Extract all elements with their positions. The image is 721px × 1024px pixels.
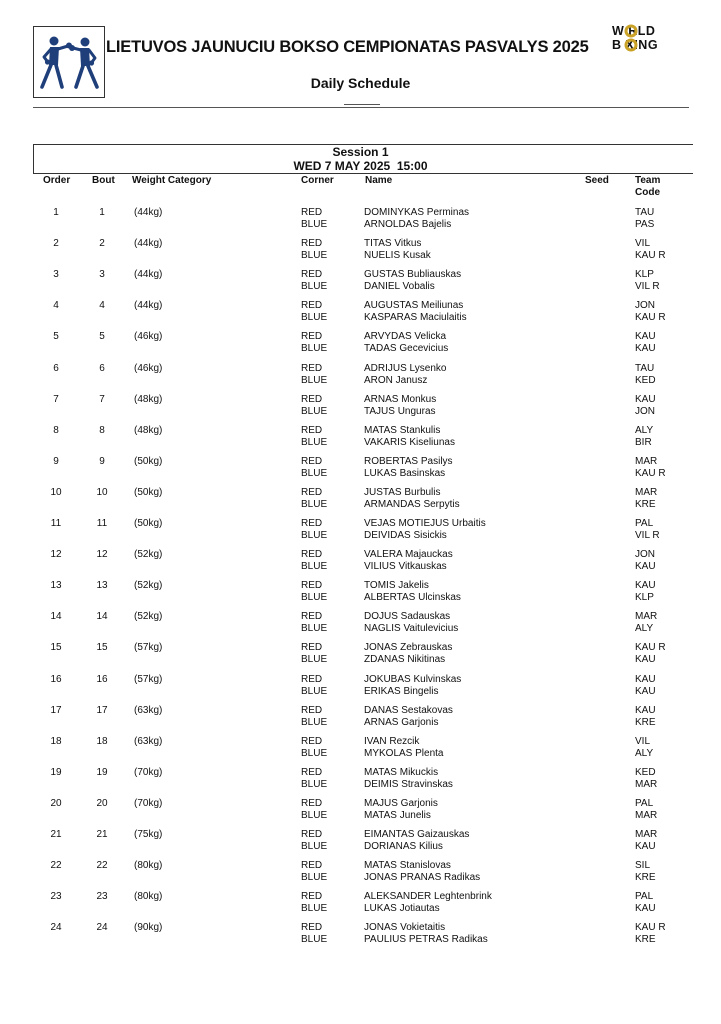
weight-category-cell: (80kg) (134, 860, 163, 871)
blue-corner-label: BLUE (301, 779, 328, 790)
weight-category-cell: (48kg) (134, 394, 163, 405)
order-cell: 11 (50, 518, 62, 529)
red-boxer-name: ROBERTAS Pasilys (364, 456, 453, 467)
weight-category-cell: (44kg) (134, 300, 163, 311)
red-team-code: KAU (635, 394, 656, 405)
red-team-code: MAR (635, 611, 658, 622)
red-boxer-name: TOMIS Jakelis (364, 580, 429, 591)
red-team-code: KAU R (635, 922, 666, 933)
weight-category-cell: (70kg) (134, 798, 163, 809)
blue-corner-label: BLUE (301, 281, 328, 292)
weight-category-cell: (57kg) (134, 642, 163, 653)
red-corner-label: RED (301, 736, 323, 747)
table-row (0, 705, 721, 731)
column-header-bout: Bout (92, 175, 115, 186)
red-boxer-name: AUGUSTAS Meiliunas (364, 300, 464, 311)
bout-cell: 5 (99, 331, 105, 342)
red-boxer-name: JUSTAS Burbulis (364, 487, 441, 498)
red-corner-label: RED (301, 891, 323, 902)
table-row (0, 269, 721, 295)
table-row (0, 487, 721, 513)
red-corner-label: RED (301, 829, 323, 840)
blue-corner-label: BLUE (301, 686, 328, 697)
blue-boxer-name: DANIEL Vobalis (364, 281, 435, 292)
bout-cell: 4 (99, 300, 105, 311)
column-header-weight: Weight Category (132, 175, 212, 186)
blue-boxer-name: ZDANAS Nikitinas (364, 654, 446, 665)
weight-category-cell: (50kg) (134, 518, 163, 529)
red-team-code: MAR (635, 829, 658, 840)
column-header-team-code: Team Code (635, 175, 661, 198)
blue-team-code: KLP (635, 592, 654, 603)
table-row (0, 300, 721, 326)
blue-team-code: KAU (635, 841, 656, 852)
bout-cell: 2 (99, 238, 105, 249)
blue-team-code: ALY (635, 748, 654, 759)
table-row (0, 363, 721, 389)
blue-team-code: VIL R (635, 530, 660, 541)
red-team-code: KAU R (635, 642, 666, 653)
blue-corner-label: BLUE (301, 592, 328, 603)
red-boxer-name: JONAS Zebrauskas (364, 642, 453, 653)
table-row (0, 238, 721, 264)
table-row (0, 767, 721, 793)
page-subtitle: Daily Schedule (310, 75, 411, 91)
red-team-code: SIL (635, 860, 651, 871)
table-row (0, 736, 721, 762)
blue-boxer-name: VAKARIS Kiseliunas (364, 437, 455, 448)
blue-boxer-name: MYKOLAS Plenta (364, 748, 444, 759)
world-boxing-logo (612, 22, 692, 58)
weight-category-cell: (52kg) (134, 580, 163, 591)
red-corner-label: RED (301, 611, 323, 622)
bout-cell: 11 (96, 518, 108, 529)
column-header-corner: Corner (301, 175, 334, 186)
table-row (0, 394, 721, 420)
red-corner-label: RED (301, 518, 323, 529)
world-boxing-logo-top: W RLD (612, 24, 656, 38)
bout-cell: 8 (99, 425, 105, 436)
order-cell: 10 (50, 487, 62, 498)
red-corner-label: RED (301, 549, 323, 560)
table-row (0, 642, 721, 668)
bout-cell: 9 (99, 456, 105, 467)
blue-corner-label: BLUE (301, 934, 328, 945)
session-title: Session 1 (332, 145, 389, 159)
red-boxer-name: JOKUBAS Kulvinskas (364, 674, 462, 685)
blue-corner-label: BLUE (301, 748, 328, 759)
red-team-code: ALY (635, 425, 654, 436)
blue-corner-label: BLUE (301, 437, 328, 448)
red-corner-label: RED (301, 798, 323, 809)
weight-category-cell: (63kg) (134, 736, 163, 747)
weight-category-cell: (44kg) (134, 238, 163, 249)
blue-corner-label: BLUE (301, 468, 328, 479)
bout-cell: 16 (96, 674, 108, 685)
red-boxer-name: ARNAS Monkus (364, 394, 437, 405)
table-row (0, 580, 721, 606)
gold-ring-icon (624, 38, 638, 52)
bout-cell: 15 (96, 642, 108, 653)
order-cell: 1 (53, 207, 59, 218)
red-team-code: KAU (635, 674, 656, 685)
red-corner-label: RED (301, 580, 323, 591)
red-boxer-name: JONAS Vokietaitis (364, 922, 446, 933)
red-corner-label: RED (301, 642, 323, 653)
blue-boxer-name: NAGLIS Vaitulevicius (364, 623, 459, 634)
bout-cell: 14 (96, 611, 108, 622)
order-cell: 8 (53, 425, 59, 436)
order-cell: 3 (53, 269, 59, 280)
red-corner-label: RED (301, 238, 323, 249)
blue-boxer-name: DORIANAS Kilius (364, 841, 443, 852)
blue-team-code: ALY (635, 623, 654, 634)
blue-corner-label: BLUE (301, 561, 328, 572)
red-team-code: TAU (635, 363, 655, 374)
bout-cell: 23 (96, 891, 108, 902)
world-boxing-logo-bottom: B XING (612, 38, 659, 52)
blue-team-code: MAR (635, 810, 658, 821)
table-row (0, 549, 721, 575)
weight-category-cell: (52kg) (134, 611, 163, 622)
order-cell: 13 (50, 580, 62, 591)
order-cell: 15 (50, 642, 62, 653)
red-team-code: KAU (635, 331, 656, 342)
red-corner-label: RED (301, 207, 323, 218)
order-cell: 5 (53, 331, 59, 342)
weight-category-cell: (50kg) (134, 487, 163, 498)
column-header-seed: Seed (585, 175, 609, 186)
weight-category-cell: (44kg) (134, 207, 163, 218)
red-team-code: KAU (635, 580, 656, 591)
weight-category-cell: (63kg) (134, 705, 163, 716)
red-corner-label: RED (301, 425, 323, 436)
weight-category-cell: (44kg) (134, 269, 163, 280)
red-boxer-name: DOMINYKAS Perminas (364, 207, 470, 218)
red-team-code: JON (635, 300, 655, 311)
red-corner-label: RED (301, 394, 323, 405)
blue-team-code: KRE (635, 499, 656, 510)
red-team-code: KAU (635, 705, 656, 716)
red-team-code: KLP (635, 269, 654, 280)
table-row (0, 922, 721, 948)
red-team-code: PAL (635, 798, 654, 809)
blue-team-code: KAU R (635, 468, 666, 479)
order-cell: 18 (50, 736, 62, 747)
red-corner-label: RED (301, 363, 323, 374)
red-boxer-name: EIMANTAS Gaizauskas (364, 829, 470, 840)
weight-category-cell: (57kg) (134, 674, 163, 685)
blue-corner-label: BLUE (301, 219, 328, 230)
page-title: LIETUVOS JAUNUCIU BOKSO CEMPIONATAS PASVALYS 2025 (106, 38, 589, 56)
blue-boxer-name: ARNAS Garjonis (364, 717, 439, 728)
bout-cell: 21 (96, 829, 108, 840)
red-team-code: KED (635, 767, 656, 778)
order-cell: 6 (53, 363, 59, 374)
blue-team-code: KAU (635, 654, 656, 665)
red-boxer-name: MATAS Stanislovas (364, 860, 451, 871)
table-row (0, 331, 721, 357)
order-cell: 16 (50, 674, 62, 685)
blue-boxer-name: MATAS Junelis (364, 810, 431, 821)
order-cell: 20 (50, 798, 62, 809)
divider (344, 104, 380, 105)
blue-team-code: VIL R (635, 281, 660, 292)
blue-boxer-name: TADAS Gecevicius (364, 343, 449, 354)
table-row (0, 207, 721, 233)
red-corner-label: RED (301, 487, 323, 498)
red-boxer-name: TITAS Vitkus (364, 238, 422, 249)
blue-corner-label: BLUE (301, 872, 328, 883)
weight-category-cell: (52kg) (134, 549, 163, 560)
red-team-code: MAR (635, 456, 658, 467)
table-row (0, 891, 721, 917)
red-team-code: VIL (635, 736, 651, 747)
table-row (0, 860, 721, 886)
order-cell: 7 (53, 394, 59, 405)
red-boxer-name: VEJAS MOTIEJUS Urbaitis (364, 518, 486, 529)
blue-team-code: PAS (635, 219, 655, 230)
blue-boxer-name: ALBERTAS Ulcinskas (364, 592, 461, 603)
bout-cell: 7 (99, 394, 105, 405)
red-boxer-name: DANAS Sestakovas (364, 705, 453, 716)
gold-ring-icon (624, 24, 638, 38)
order-cell: 24 (50, 922, 62, 933)
order-cell: 14 (50, 611, 62, 622)
blue-team-code: MAR (635, 779, 658, 790)
bout-cell: 13 (96, 580, 108, 591)
bout-cell: 22 (96, 860, 108, 871)
blue-corner-label: BLUE (301, 530, 328, 541)
table-row (0, 674, 721, 700)
red-corner-label: RED (301, 300, 323, 311)
red-team-code: MAR (635, 487, 658, 498)
weight-category-cell: (46kg) (134, 331, 163, 342)
red-boxer-name: GUSTAS Bubliauskas (364, 269, 462, 280)
red-corner-label: RED (301, 674, 323, 685)
order-cell: 21 (50, 829, 62, 840)
blue-boxer-name: LUKAS Jotiautas (364, 903, 440, 914)
red-corner-label: RED (301, 269, 323, 280)
red-team-code: JON (635, 549, 655, 560)
divider (33, 107, 689, 108)
blue-boxer-name: TAJUS Unguras (364, 406, 436, 417)
blue-boxer-name: NUELIS Kusak (364, 250, 431, 261)
blue-boxer-name: JONAS PRANAS Radikas (364, 872, 481, 883)
red-boxer-name: VALERA Majauckas (364, 549, 453, 560)
bout-cell: 17 (96, 705, 108, 716)
red-corner-label: RED (301, 705, 323, 716)
blue-team-code: KAU (635, 903, 656, 914)
order-cell: 9 (53, 456, 59, 467)
blue-team-code: KAU (635, 343, 656, 354)
order-cell: 22 (50, 860, 62, 871)
red-team-code: TAU (635, 207, 655, 218)
blue-boxer-name: DEIMIS Stravinskas (364, 779, 453, 790)
bout-cell: 6 (99, 363, 105, 374)
blue-corner-label: BLUE (301, 654, 328, 665)
blue-team-code: KRE (635, 717, 656, 728)
session-date: WED 7 MAY 2025 15:00 (293, 159, 428, 173)
blue-corner-label: BLUE (301, 841, 328, 852)
blue-boxer-name: ERIKAS Bingelis (364, 686, 439, 697)
order-cell: 4 (53, 300, 59, 311)
blue-team-code: KAU (635, 561, 656, 572)
red-boxer-name: MATAS Stankulis (364, 425, 441, 436)
table-row (0, 425, 721, 451)
blue-boxer-name: PAULIUS PETRAS Radikas (364, 934, 488, 945)
bout-cell: 10 (96, 487, 108, 498)
blue-boxer-name: DEIVIDAS Sisickis (364, 530, 447, 541)
column-header-order: Order (43, 175, 71, 186)
bout-cell: 3 (99, 269, 105, 280)
weight-category-cell: (70kg) (134, 767, 163, 778)
blue-corner-label: BLUE (301, 312, 328, 323)
order-cell: 19 (50, 767, 62, 778)
blue-corner-label: BLUE (301, 623, 328, 634)
blue-team-code: JON (635, 406, 655, 417)
red-team-code: PAL (635, 518, 654, 529)
column-header-name: Name (365, 175, 393, 186)
weight-category-cell: (80kg) (134, 891, 163, 902)
red-corner-label: RED (301, 331, 323, 342)
blue-team-code: KAU (635, 686, 656, 697)
table-row (0, 829, 721, 855)
blue-corner-label: BLUE (301, 406, 328, 417)
order-cell: 17 (50, 705, 62, 716)
red-team-code: PAL (635, 891, 654, 902)
red-corner-label: RED (301, 860, 323, 871)
blue-boxer-name: VILIUS Vitkauskas (364, 561, 447, 572)
blue-corner-label: BLUE (301, 375, 328, 386)
blue-corner-label: BLUE (301, 717, 328, 728)
blue-corner-label: BLUE (301, 903, 328, 914)
bout-cell: 12 (96, 549, 108, 560)
bout-cell: 19 (96, 767, 108, 778)
blue-team-code: KRE (635, 872, 656, 883)
blue-corner-label: BLUE (301, 343, 328, 354)
weight-category-cell: (48kg) (134, 425, 163, 436)
blue-corner-label: BLUE (301, 250, 328, 261)
weight-category-cell: (75kg) (134, 829, 163, 840)
order-cell: 23 (50, 891, 62, 902)
bout-cell: 1 (99, 207, 105, 218)
weight-category-cell: (46kg) (134, 363, 163, 374)
blue-corner-label: BLUE (301, 810, 328, 821)
blue-team-code: BIR (635, 437, 652, 448)
bout-cell: 18 (96, 736, 108, 747)
blue-boxer-name: ARNOLDAS Bajelis (364, 219, 452, 230)
blue-team-code: KRE (635, 934, 656, 945)
red-boxer-name: ALEKSANDER Leghtenbrink (364, 891, 492, 902)
table-row (0, 798, 721, 824)
weight-category-cell: (90kg) (134, 922, 163, 933)
red-boxer-name: MATAS Mikuckis (364, 767, 439, 778)
blue-team-code: KED (635, 375, 656, 386)
red-team-code: VIL (635, 238, 651, 249)
blue-boxer-name: LUKAS Basinskas (364, 468, 446, 479)
table-row (0, 518, 721, 544)
blue-boxer-name: ARMANDAS Serpytis (364, 499, 460, 510)
blue-boxer-name: ARON Janusz (364, 375, 428, 386)
red-corner-label: RED (301, 456, 323, 467)
red-boxer-name: DOJUS Sadauskas (364, 611, 451, 622)
bout-cell: 24 (96, 922, 108, 933)
order-cell: 2 (53, 238, 59, 249)
red-boxer-name: ARVYDAS Velicka (364, 331, 447, 342)
weight-category-cell: (50kg) (134, 456, 163, 467)
red-boxer-name: ADRIJUS Lysenko (364, 363, 447, 374)
red-boxer-name: IVAN Rezcik (364, 736, 420, 747)
blue-team-code: KAU R (635, 250, 666, 261)
blue-boxer-name: KASPARAS Maciulaitis (364, 312, 467, 323)
red-corner-label: RED (301, 922, 323, 933)
red-corner-label: RED (301, 767, 323, 778)
table-row (0, 456, 721, 482)
table-row (0, 611, 721, 637)
blue-team-code: KAU R (635, 312, 666, 323)
blue-corner-label: BLUE (301, 499, 328, 510)
red-boxer-name: MAJUS Garjonis (364, 798, 438, 809)
bout-cell: 20 (96, 798, 108, 809)
order-cell: 12 (50, 549, 62, 560)
